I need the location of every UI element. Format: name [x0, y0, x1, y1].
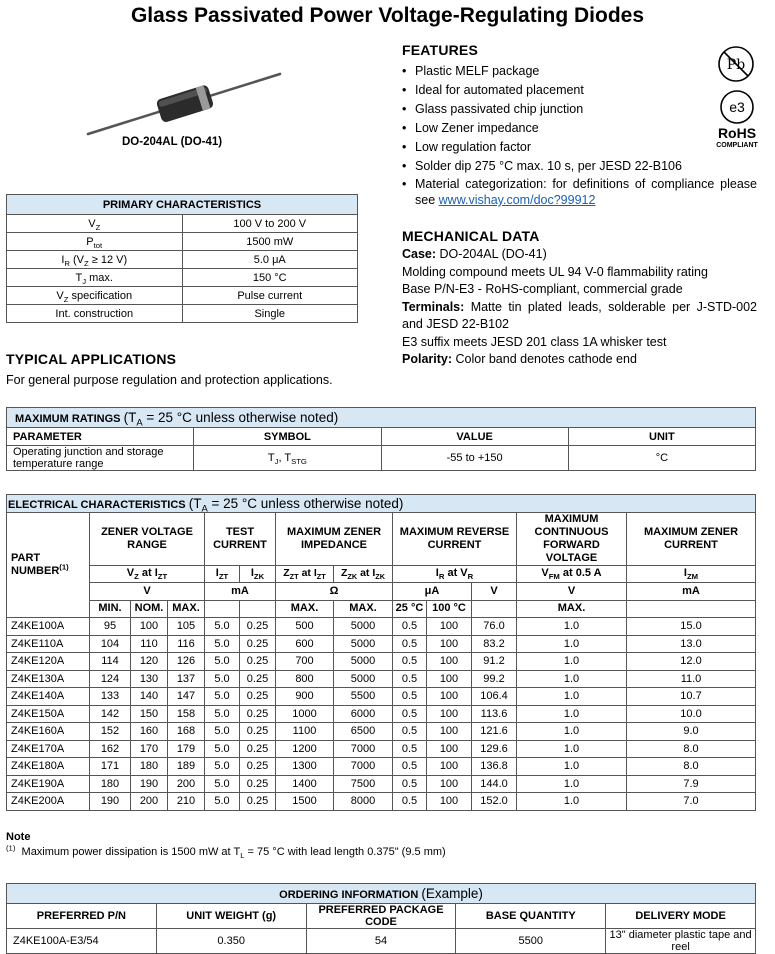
mechanical-data: Case: DO-204AL (DO-41) Molding compound meets UL 94 V-0 flammability rating Base P/N-E3 - RoHS-compliant, commercial grade Terminals: Matte tin plated leads, solderable per J-STD-002 and JESD 22-B102 E3 suffix meets JESD 201 class 1A whisker test Polarity: Color band denotes cathode end [402, 247, 758, 366]
table-cell: 5000 [334, 670, 393, 688]
rohs-badge: RoHS COMPLIANT [716, 125, 758, 149]
table-cell: 5.0 [205, 635, 240, 653]
table-cell: 105 [168, 618, 205, 636]
table-row [7, 793, 756, 811]
table-cell: 126 [168, 653, 205, 671]
list-item: • Material categorization: for definitions of compliance please see www.vishay.com/doc?99912 [402, 176, 757, 208]
table-cell: 1500 [276, 793, 334, 811]
table-cell: 147 [168, 688, 205, 706]
lead-free-icon [716, 44, 756, 84]
electrical-heading: ELECTRICAL CHARACTERISTICS ($T_A = 25$ °C unless otherwise noted) [7, 495, 756, 513]
table-cell: 6500 [334, 723, 393, 741]
part-number-cell: Z4KE140A [7, 688, 90, 706]
table-cell: 0.25 [240, 688, 276, 706]
table-cell: 5.0 [205, 705, 240, 723]
table-cell: 152 [90, 723, 131, 741]
features-heading: FEATURES [402, 42, 479, 58]
table-cell: 0.5 [393, 635, 427, 653]
table-header-row: PART NUMBER$^{(1)}$ ZENER VOLTAGE RANGE TEST CURRENT MAXIMUM ZENER IMPEDANCE MAXIMUM REVERSE CURRENT MAXIMUM CONTINUOUS FORWARD VOLTAGE MAXIMUM ZENER CURRENT [7, 512, 756, 565]
primary-heading: PRIMARY CHARACTERISTICS [7, 195, 358, 215]
table-cell: 5500 [334, 688, 393, 706]
table-cell: 1.0 [517, 705, 627, 723]
table-cell: 0.5 [393, 775, 427, 793]
table-row: Z4KE100A-E3/54 0.350 54 5500 13" diameter plastic tape and reel [7, 929, 756, 954]
list-item: • Ideal for automated placement [402, 81, 757, 100]
table-cell: 168 [168, 723, 205, 741]
table-cell: 133 [90, 688, 131, 706]
table-cell: 8.0 [627, 740, 756, 758]
table-cell: 140 [131, 688, 168, 706]
features-list [402, 62, 757, 208]
table-cell: 0.25 [240, 723, 276, 741]
table-row [7, 618, 756, 636]
table-cell: 1.0 [517, 618, 627, 636]
part-number-cell: Z4KE180A [7, 758, 90, 776]
table-cell: 124 [90, 670, 131, 688]
table-cell: 160 [131, 723, 168, 741]
part-number-cell: Z4KE170A [7, 740, 90, 758]
table-cell: 5000 [334, 618, 393, 636]
table-cell: 0.5 [393, 740, 427, 758]
table-cell: 10.0 [627, 705, 756, 723]
table-cell: 5000 [334, 653, 393, 671]
table-cell: 600 [276, 635, 334, 653]
maximum-ratings-table [6, 407, 756, 471]
electrical-characteristics-table [6, 494, 756, 811]
table-row [7, 688, 756, 706]
table-cell: 0.25 [240, 705, 276, 723]
table-cell: 6000 [334, 705, 393, 723]
table-cell: 110 [131, 635, 168, 653]
table-cell: 1.0 [517, 688, 627, 706]
table-cell: 190 [131, 775, 168, 793]
table-cell: 5.0 [205, 618, 240, 636]
part-number-cell: Z4KE120A [7, 653, 90, 671]
table-cell: 100 [427, 618, 472, 636]
table-row: $V_Z$ 100 V to 200 V [7, 215, 358, 233]
table-cell: 106.4 [472, 688, 517, 706]
table-cell: 120 [131, 653, 168, 671]
table-cell: 104 [90, 635, 131, 653]
table-cell: 100 [427, 688, 472, 706]
table-cell: 1.0 [517, 793, 627, 811]
list-item: • Solder dip 275 °C max. 10 s, per JESD 22-B106 [402, 157, 757, 176]
table-cell: 10.7 [627, 688, 756, 706]
table-header-row: PARAMETER SYMBOL VALUE UNIT [7, 428, 756, 446]
table-row: $V_Z$ specification Pulse current [7, 287, 358, 305]
package-label: DO-204AL (DO-41) [122, 136, 223, 148]
table-cell: 150 [131, 705, 168, 723]
svg-text:e3: e3 [729, 99, 745, 115]
table-row [7, 723, 756, 741]
table-cell: 0.5 [393, 793, 427, 811]
table-cell: 113.6 [472, 705, 517, 723]
table-cell: 5.0 [205, 793, 240, 811]
table-row: Operating junction and storage temperature range $T_J$, $T_{STG}$ -55 to +150 °C [7, 446, 756, 471]
table-cell: 1400 [276, 775, 334, 793]
table-cell: 83.2 [472, 635, 517, 653]
table-cell: 1.0 [517, 758, 627, 776]
table-cell: 5000 [334, 635, 393, 653]
table-cell: 0.5 [393, 618, 427, 636]
table-cell: 0.5 [393, 705, 427, 723]
part-number-cell: Z4KE150A [7, 705, 90, 723]
table-cell: 100 [427, 793, 472, 811]
table-cell: 5.0 [205, 688, 240, 706]
table-cell: 99.2 [472, 670, 517, 688]
table-cell: 171 [90, 758, 131, 776]
table-cell: 144.0 [472, 775, 517, 793]
table-cell: 100 [131, 618, 168, 636]
table-cell: 5.0 [205, 670, 240, 688]
table-cell: 900 [276, 688, 334, 706]
table-cell: 15.0 [627, 618, 756, 636]
table-cell: 0.25 [240, 618, 276, 636]
table-cell: 500 [276, 618, 334, 636]
list-item: • Plastic MELF package [402, 62, 757, 81]
table-cell: 1.0 [517, 723, 627, 741]
table-cell: 100 [427, 723, 472, 741]
table-row: $T_J$ max. 150 °C [7, 269, 358, 287]
table-cell: 100 [427, 775, 472, 793]
table-row [7, 705, 756, 723]
typical-applications-text: For general purpose regulation and protection applications. [6, 373, 333, 387]
maximum-ratings-heading: MAXIMUM RATINGS ($T_A = 25$ °C unless otherwise noted) [7, 408, 756, 428]
table-cell: 136.8 [472, 758, 517, 776]
table-cell: 189 [168, 758, 205, 776]
table-row [7, 670, 756, 688]
table-cell: 1.0 [517, 670, 627, 688]
table-cell: 76.0 [472, 618, 517, 636]
table-cell: 0.25 [240, 635, 276, 653]
table-cell: 5.0 [205, 653, 240, 671]
table-row [7, 635, 756, 653]
ordering-information-table [6, 883, 756, 954]
table-cell: 0.25 [240, 670, 276, 688]
primary-characteristics-table [6, 194, 358, 323]
table-cell: 5.0 [205, 740, 240, 758]
table-cell: 7.9 [627, 775, 756, 793]
table-cell: 200 [131, 793, 168, 811]
table-cell: 179 [168, 740, 205, 758]
list-item: • Low regulation factor [402, 138, 757, 157]
electrical-rows [7, 618, 756, 811]
table-row [7, 740, 756, 758]
table-cell: 7500 [334, 775, 393, 793]
table-cell: 100 [427, 758, 472, 776]
table-cell: 12.0 [627, 653, 756, 671]
table-cell: 7000 [334, 758, 393, 776]
typical-applications-heading: TYPICAL APPLICATIONS [6, 351, 177, 367]
table-cell: 180 [131, 758, 168, 776]
table-cell: 0.5 [393, 758, 427, 776]
mechanical-heading: MECHANICAL DATA [402, 228, 540, 244]
table-cell: 1.0 [517, 740, 627, 758]
table-cell: 121.6 [472, 723, 517, 741]
table-cell: 0.5 [393, 653, 427, 671]
table-cell: 0.25 [240, 775, 276, 793]
compliance-link[interactable]: www.vishay.com/doc?99912 [438, 193, 596, 207]
table-cell: 5.0 [205, 723, 240, 741]
part-number-cell: Z4KE160A [7, 723, 90, 741]
table-cell: 0.5 [393, 688, 427, 706]
table-cell: 1.0 [517, 635, 627, 653]
table-cell: 142 [90, 705, 131, 723]
table-row [7, 653, 756, 671]
table-cell: 100 [427, 670, 472, 688]
table-row: Int. construction Single [7, 305, 358, 323]
list-item: • Glass passivated chip junction [402, 100, 757, 119]
table-cell: 7000 [334, 740, 393, 758]
table-cell: 0.25 [240, 793, 276, 811]
table-cell: 137 [168, 670, 205, 688]
part-number-cell: Z4KE110A [7, 635, 90, 653]
table-cell: 1200 [276, 740, 334, 758]
table-cell: 8.0 [627, 758, 756, 776]
diode-package-image [84, 68, 284, 140]
e3-icon [718, 88, 756, 126]
table-cell: 700 [276, 653, 334, 671]
table-cell: 200 [168, 775, 205, 793]
table-cell: 91.2 [472, 653, 517, 671]
table-cell: 100 [427, 705, 472, 723]
table-header-row: V mA Ω μA V V mA [7, 583, 756, 601]
table-cell: 116 [168, 635, 205, 653]
table-cell: 95 [90, 618, 131, 636]
table-cell: 162 [90, 740, 131, 758]
page-title: Glass Passivated Power Voltage-Regulating Diodes [130, 4, 645, 27]
table-cell: 13.0 [627, 635, 756, 653]
table-cell: 129.6 [472, 740, 517, 758]
table-header-row: PREFERRED P/N UNIT WEIGHT (g) PREFERRED PACKAGE CODE BASE QUANTITY DELIVERY MODE [7, 904, 756, 929]
table-cell: 7.0 [627, 793, 756, 811]
table-cell: 1.0 [517, 775, 627, 793]
list-item: • Low Zener impedance [402, 119, 757, 138]
table-cell: 11.0 [627, 670, 756, 688]
table-cell: 0.5 [393, 723, 427, 741]
table-cell: 0.25 [240, 758, 276, 776]
table-cell: 0.25 [240, 740, 276, 758]
table-cell: 130 [131, 670, 168, 688]
part-number-cell: Z4KE130A [7, 670, 90, 688]
table-row: $I_R$ ($V_Z \ge 12$ V) 5.0 μA [7, 251, 358, 269]
table-row: $P_{tot}$ 1500 mW [7, 233, 358, 251]
table-cell: 114 [90, 653, 131, 671]
table-cell: 1100 [276, 723, 334, 741]
table-cell: 158 [168, 705, 205, 723]
table-cell: 8000 [334, 793, 393, 811]
svg-text:Pb: Pb [726, 57, 746, 73]
part-number-cell: Z4KE200A [7, 793, 90, 811]
table-cell: 100 [427, 635, 472, 653]
table-cell: 170 [131, 740, 168, 758]
table-cell: 1300 [276, 758, 334, 776]
table-row [7, 775, 756, 793]
part-number-cell: Z4KE190A [7, 775, 90, 793]
table-cell: 9.0 [627, 723, 756, 741]
table-cell: 210 [168, 793, 205, 811]
table-cell: 5.0 [205, 775, 240, 793]
table-header-row: $V_Z$ at $I_{ZT}$ $I_{ZT}$ $I_{ZK}$ $Z_{ZT}$ at $I_{ZT}$ $Z_{ZK}$ at $I_{ZK}$ $I_R$ at $V_R$ $V_{FM}$ at 0.5 A $I_{ZM}$ [7, 565, 756, 583]
table-cell: 152.0 [472, 793, 517, 811]
table-header-row: MIN. NOM. MAX. MAX. MAX. 25 °C 100 °C MAX. [7, 600, 756, 618]
table-cell: 100 [427, 653, 472, 671]
table-cell: 0.5 [393, 670, 427, 688]
note-block: Note $^{(1)}$ Maximum power dissipation is 1500 mW at $T_L = 75$ °C with lead length 0.375" (9.5 mm) [6, 831, 446, 861]
table-cell: 100 [427, 740, 472, 758]
table-cell: 1000 [276, 705, 334, 723]
part-number-cell: Z4KE100A [7, 618, 90, 636]
table-row [7, 758, 756, 776]
table-cell: 800 [276, 670, 334, 688]
table-cell: 5.0 [205, 758, 240, 776]
ordering-heading: ORDERING INFORMATION (Example) [7, 884, 756, 904]
table-cell: 180 [90, 775, 131, 793]
table-cell: 1.0 [517, 653, 627, 671]
table-cell: 190 [90, 793, 131, 811]
table-cell: 0.25 [240, 653, 276, 671]
